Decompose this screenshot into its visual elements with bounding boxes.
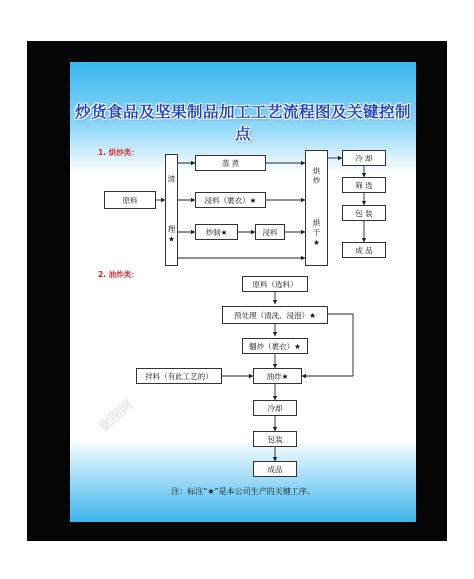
soak-coat-box: 浸料（裹衣）★	[195, 192, 266, 208]
deep-fry-box: 油炸★	[253, 368, 302, 384]
pack-box-2: 包装	[253, 431, 297, 447]
flow-lines	[70, 62, 416, 522]
bake-dry-box	[305, 150, 328, 266]
poster	[70, 62, 416, 522]
soak-box: 浸料	[255, 224, 285, 240]
cleaning-box	[165, 154, 178, 266]
pretreat-box: 预处理（清洗、浸泡）★	[222, 306, 328, 324]
product-box: 成 品	[342, 242, 386, 258]
product-box-2: 成品	[253, 461, 297, 477]
raw-material-box: 原料	[104, 191, 156, 209]
cleaning-label-top: 清	[167, 175, 176, 185]
footnote: 注：标注“★”是本公司生产的关键工序。	[171, 487, 315, 496]
steam-cook-box: 蒸 煮	[195, 155, 266, 171]
pack-box: 包 装	[342, 205, 386, 221]
cool-box-2: 冷却	[253, 400, 297, 416]
section-2-label: 2. 油炸类：	[98, 270, 139, 279]
bake-label-top: 烘炒	[312, 167, 321, 187]
mix-box: 拌料（有此工艺的）	[136, 368, 222, 384]
stir-coat-box: 翻炒（裹衣）★	[242, 338, 308, 354]
bake-label-bottom: 烘干★	[312, 218, 321, 249]
cool-box: 冷 却	[342, 150, 386, 166]
sieve-box: 筛 选	[342, 177, 386, 193]
raw-select-box: 原料（选料）	[242, 276, 308, 292]
section-1-label: 1. 烘炒类：	[98, 148, 139, 157]
watermark: 昵图网	[97, 397, 137, 435]
fry-make-box: 炒制★	[195, 224, 238, 240]
cleaning-label-bottom: 理★	[167, 224, 176, 245]
page-title: 炒货食品及坚果制品加工工艺流程图及关键控制点	[74, 103, 411, 143]
